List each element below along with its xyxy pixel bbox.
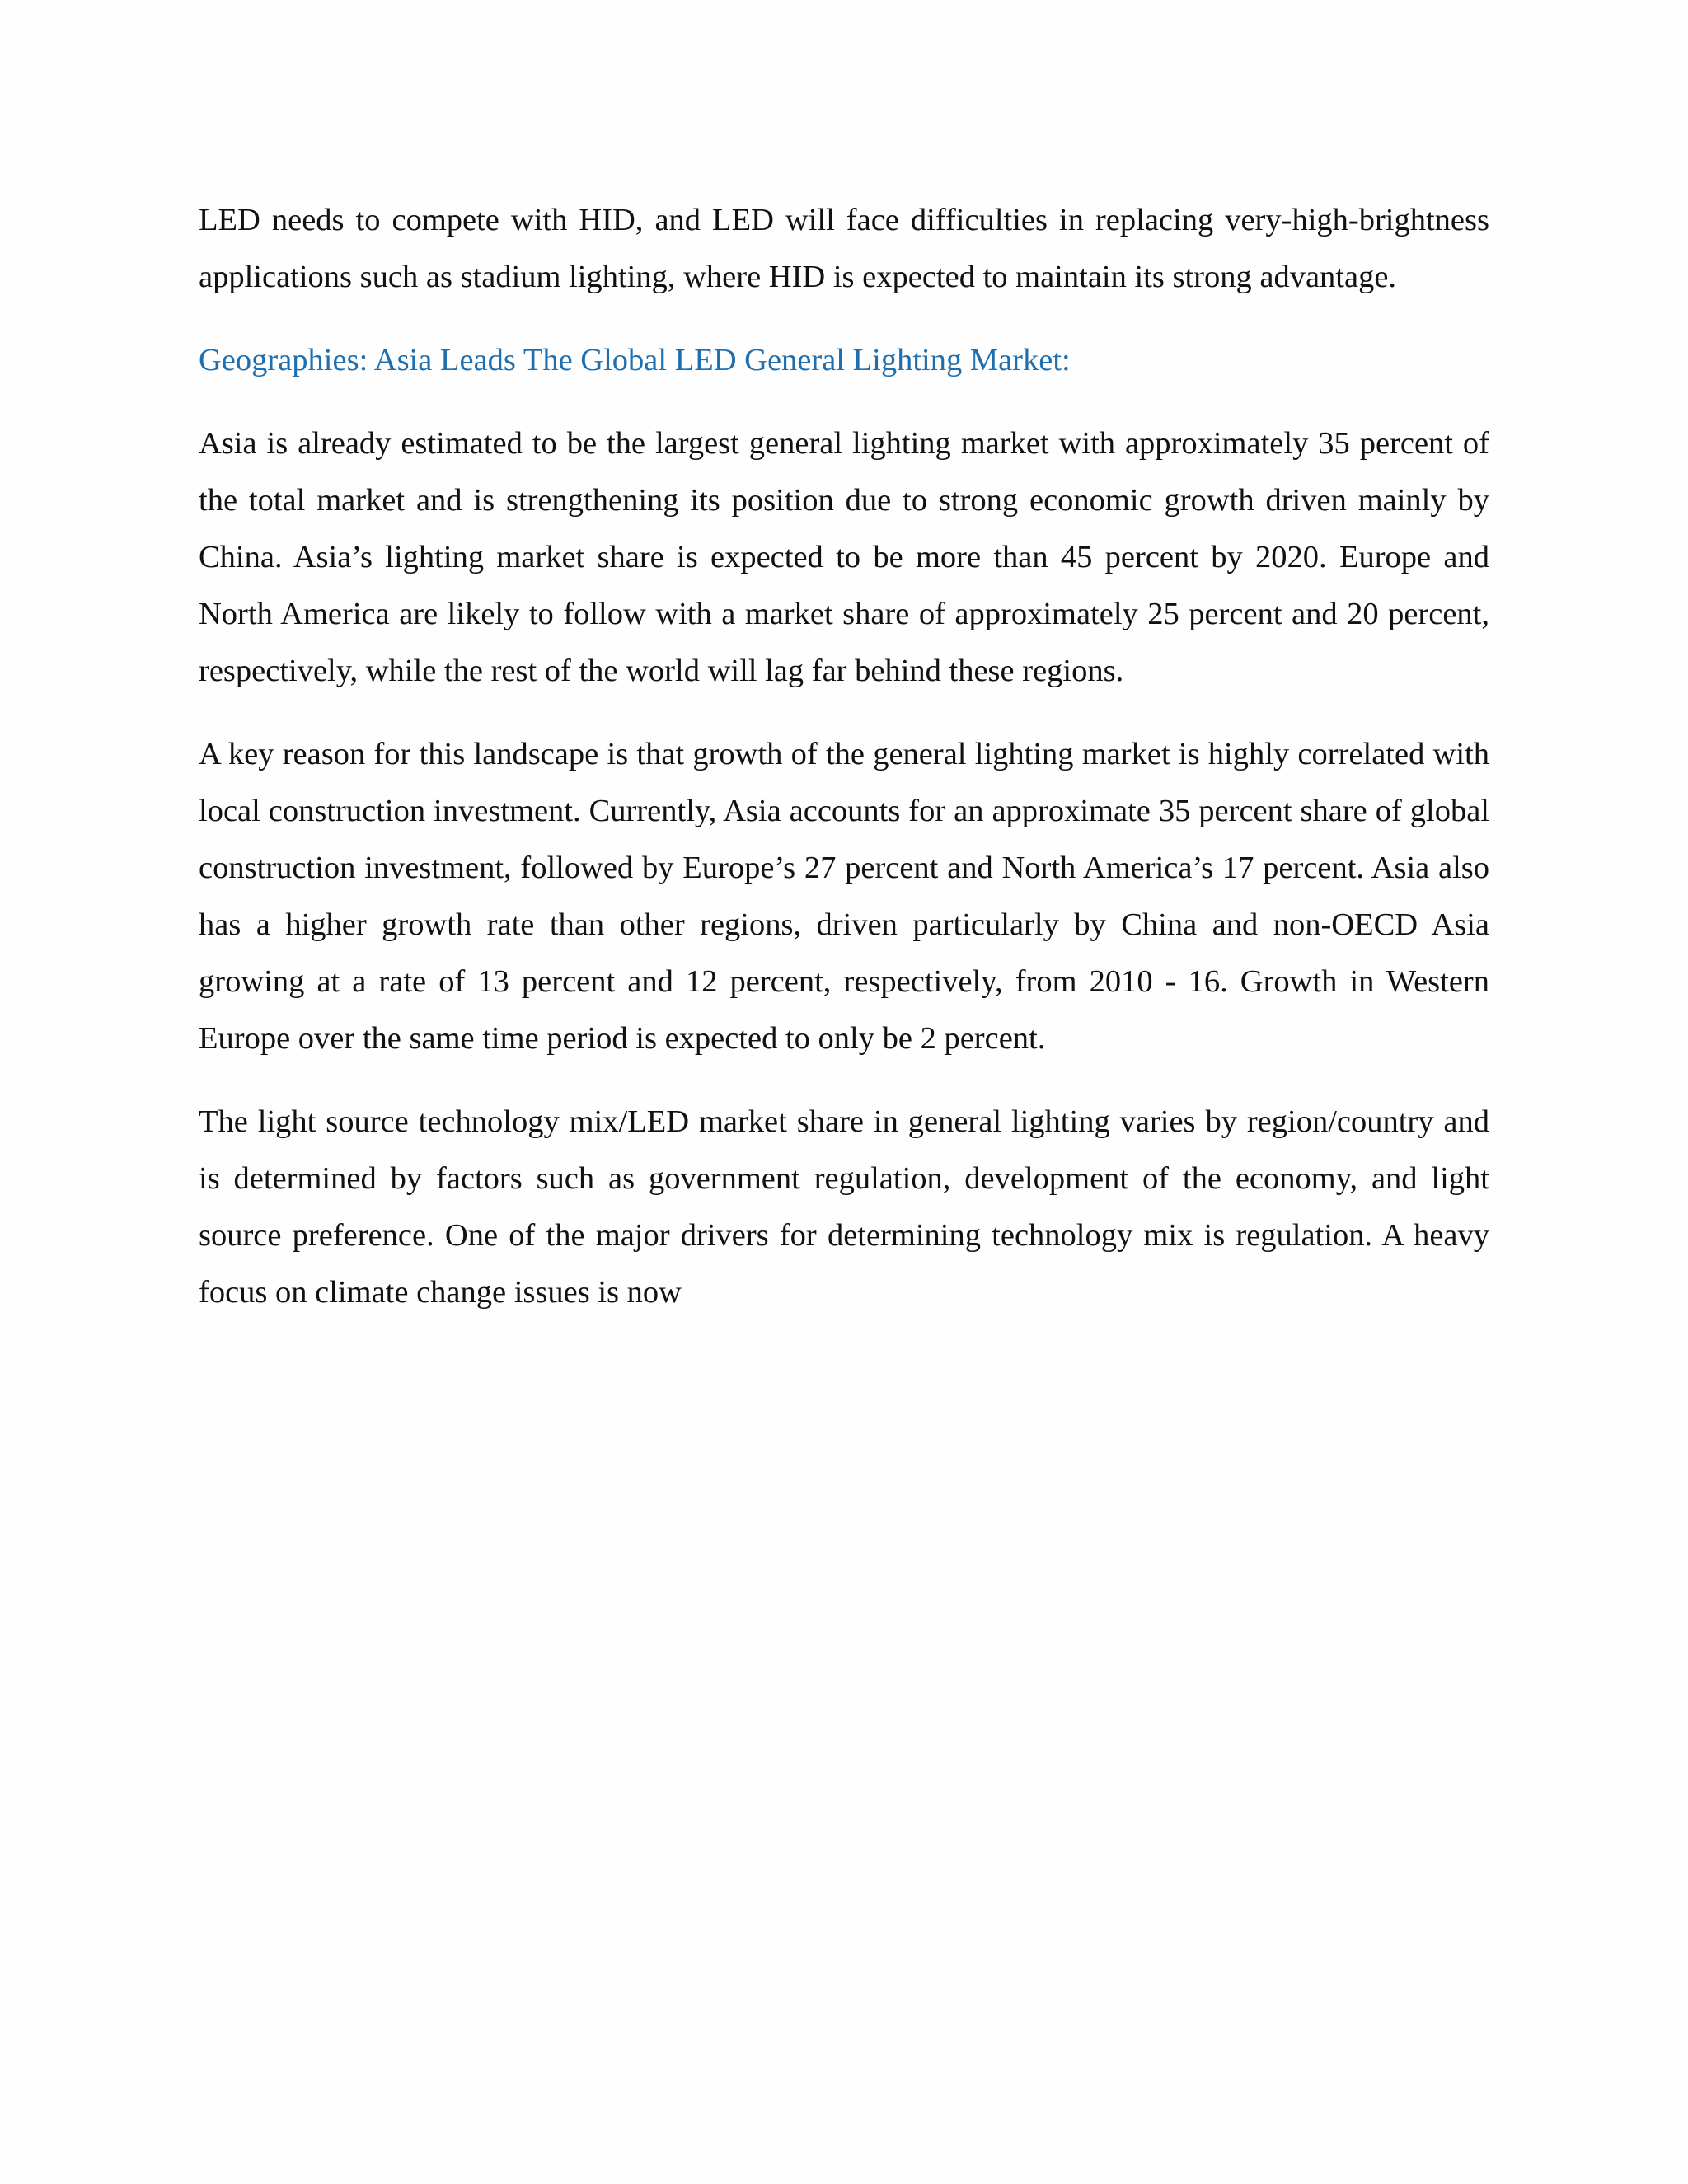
paragraph-technology-mix: The light source technology mix/LED market share in general lighting varies by region/country and is determined by factors such as government regulation, development of the economy, and light source preference. One of the major drivers for determining technology mix is regulation. A heavy focus on climate change issues is now (199, 1104, 1489, 1310)
paragraph-asia-market-share: Asia is already estimated to be the largest general lighting market with approximately 35 percent of the total market and is strengthening its position due to strong economic growth driven mainly by China. Asia’s lighting market share is expected to be more than 45 percent by 2020. Europe and North America are likely to follow with a market share of approximately 25 percent and 20 percent, respectively, while the rest of the world will lag far behind these regions. (199, 426, 1489, 688)
document-body (199, 192, 1489, 1347)
section-heading-geographies: Geographies: Asia Leads The Global LED General Lighting Market: (199, 343, 1071, 377)
paragraph-construction-investment: A key reason for this landscape is that growth of the general lighting market is highly correlated with local construction investment. Currently, Asia accounts for an approximate 35 percent share of global construction investment, followed by Europe’s 27 percent and North America’s 17 percent. Asia also has a higher growth rate than other regions, driven particularly by China and non-OECD Asia growing at a rate of 13 percent and 12 percent, respectively, from 2010 - 16. Growth in Western Europe over the same time period is expected to only be 2 percent. (199, 737, 1489, 1056)
paragraph-led-vs-hid: LED needs to compete with HID, and LED will face difficulties in replacing very-high-brightness applications such as stadium lighting, where HID is expected to maintain its strong advantage. (199, 203, 1489, 294)
